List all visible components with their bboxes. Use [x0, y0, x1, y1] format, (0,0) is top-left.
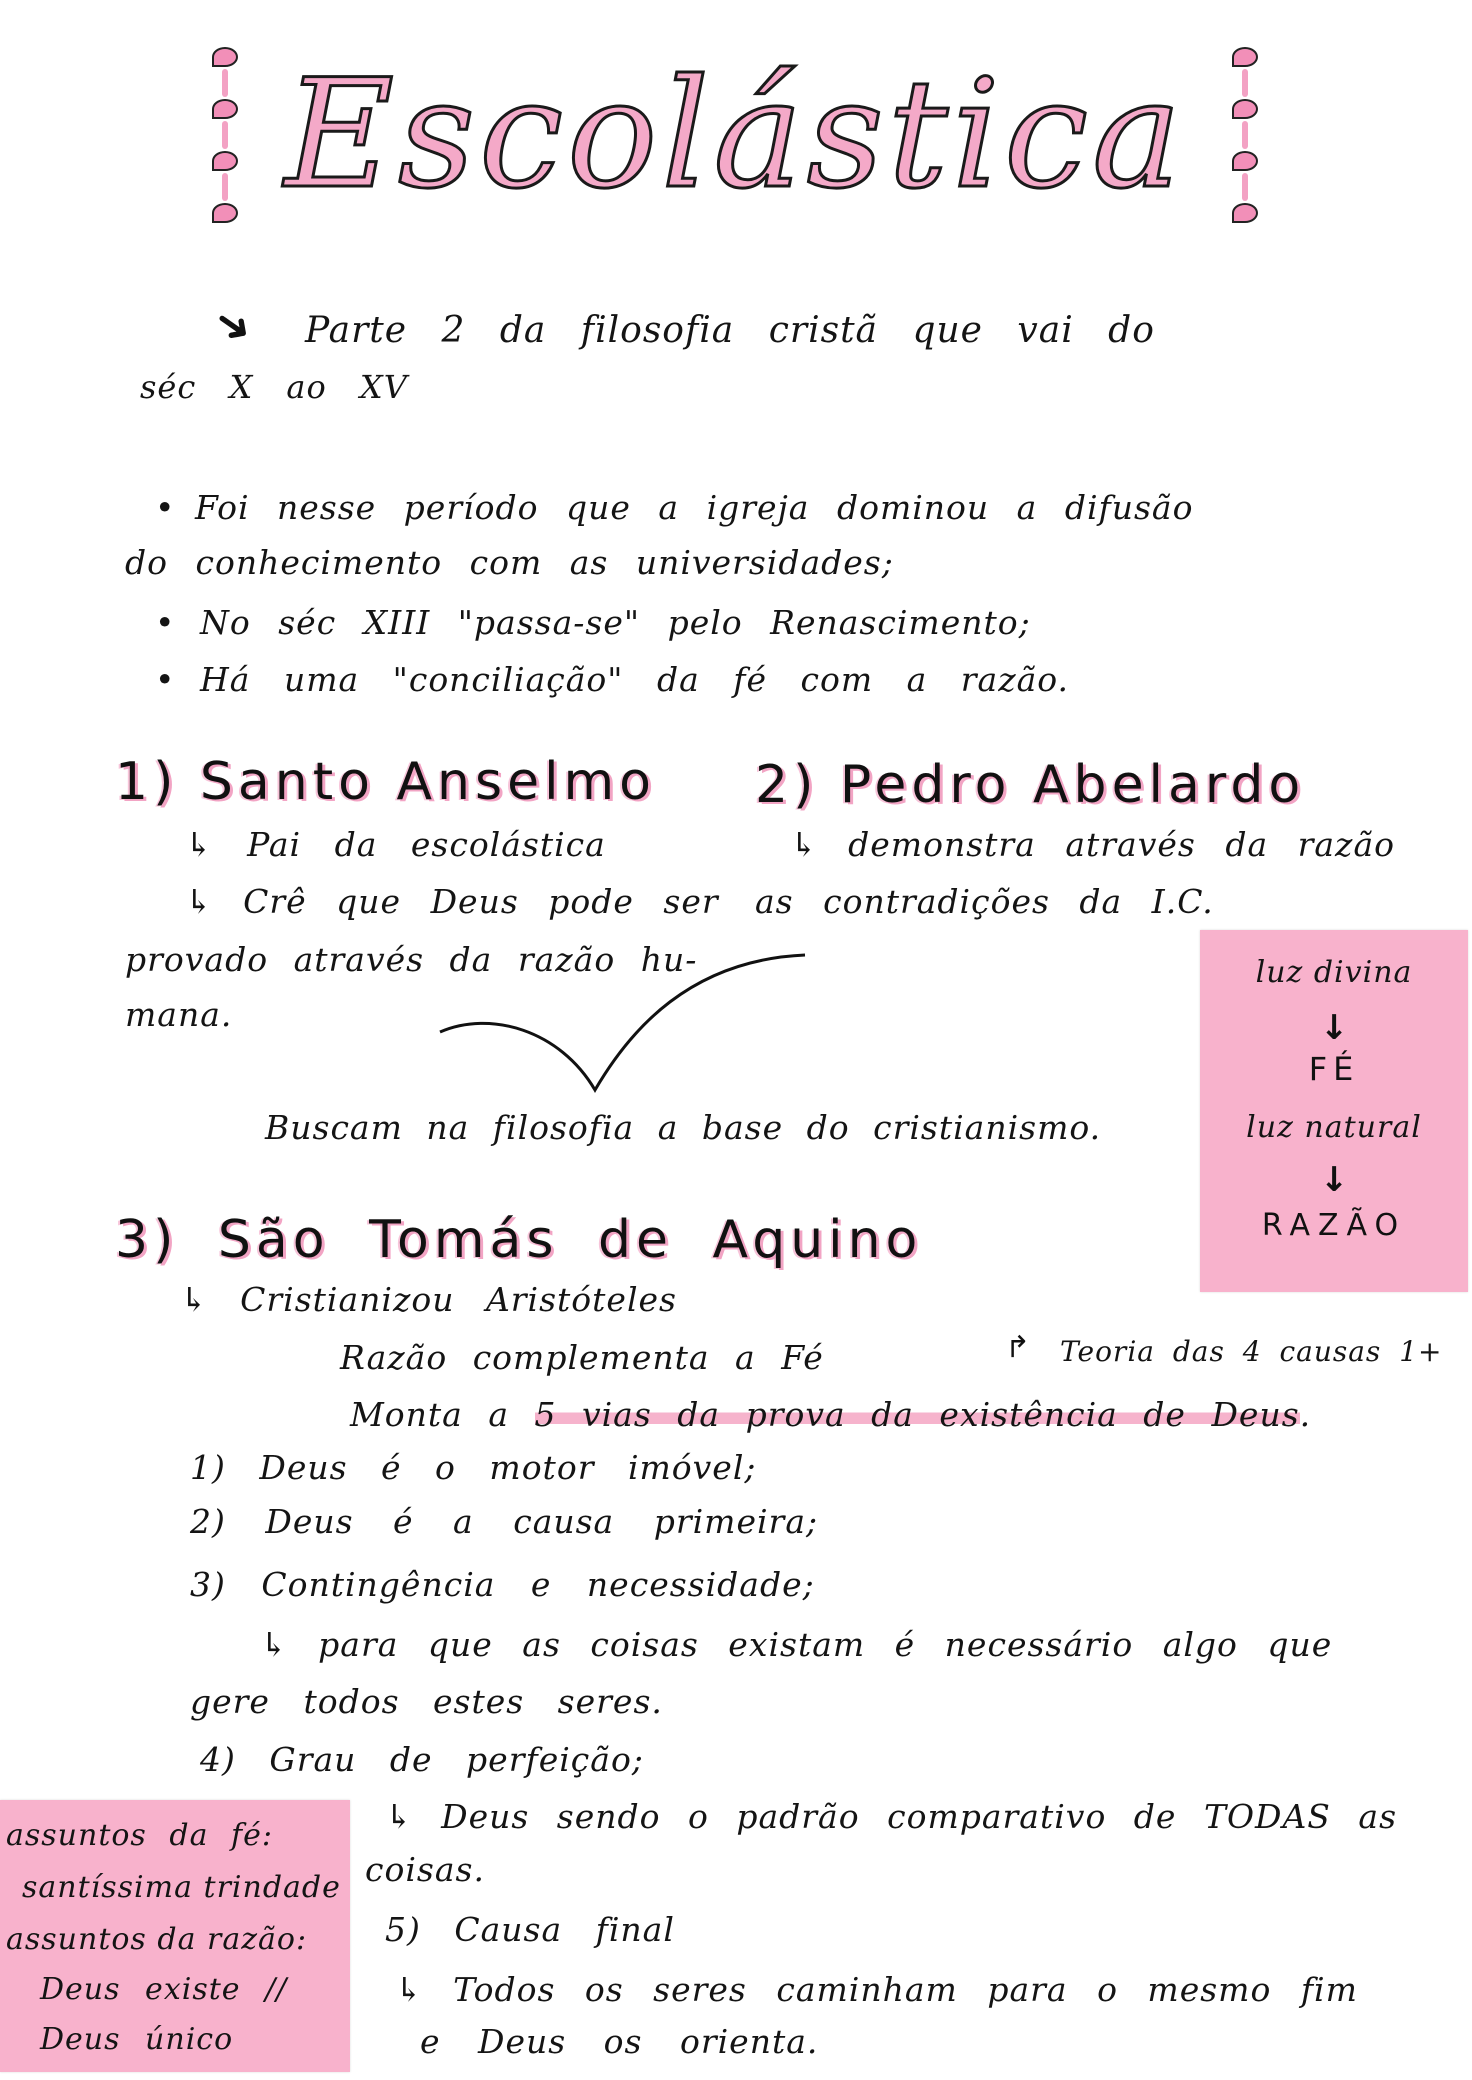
aquino-point-1: ↳ Cristianizou Aristóteles — [180, 1280, 677, 1319]
bullet-1-line-2: do conhecimento com as universidades; — [125, 543, 894, 582]
section-heading-santo-anselmo: 1) Santo Anselmo — [115, 752, 656, 812]
bullet-icon: • — [155, 603, 176, 642]
page-title: Escolástica — [284, 48, 1186, 222]
anselmo-continuation-2: mana. — [125, 995, 233, 1034]
aquino-sub-1-note: Teoria das 4 causas 1+ — [1060, 1335, 1443, 1368]
vine-decoration-right-icon — [1225, 45, 1265, 225]
via-2: 2) Deus é a causa primeira; — [190, 1502, 819, 1541]
via-3-detail-2: gere todos estes seres. — [190, 1682, 663, 1721]
via-4: 4) Grau de perfeição; — [200, 1740, 644, 1779]
bullet-1-line-1: Foi nesse período que a igreja dominou a difusão — [195, 488, 1194, 527]
intro-line-2: séc X ao XV — [140, 368, 408, 406]
aquino-sub-2-suffix: . — [1299, 1395, 1312, 1434]
via-5-detail-2: e Deus os orienta. — [420, 2022, 819, 2061]
via-5: 5) Causa final — [385, 1910, 675, 1949]
sticky-assuntos-razao: assuntos da razão: — [6, 1922, 308, 1957]
bullet-2-line-1: No séc XIII "passa-se" pelo Renascimento; — [200, 603, 1031, 642]
bullet-icon: • — [155, 488, 176, 527]
down-arrow-icon: ↓ — [1319, 1160, 1349, 1200]
via-4-detail-2: coisas. — [365, 1850, 485, 1889]
bullet-3-line-1: Há uma "conciliação" da fé com a razão. — [200, 660, 1070, 699]
bullet-icon: • — [155, 660, 176, 699]
sticky-note-fe-razao — [1200, 930, 1468, 1292]
via-3-detail-1: ↳ para que as coisas existam é necessário algo que — [260, 1625, 1333, 1664]
via-4-detail-1: ↳ Deus sendo o padrão comparativo de TODAS as — [385, 1797, 1398, 1836]
sticky-luz-divina: luz divina — [1255, 955, 1413, 990]
aquino-sub-2-highlight: 5 vias da prova da existência de Deus — [534, 1395, 1300, 1434]
abelardo-point-2: as contradições da I.C. — [755, 882, 1214, 921]
curved-arrow-icon: ↱ — [1005, 1330, 1031, 1365]
sticky-luz-natural: luz natural — [1246, 1110, 1422, 1145]
intro-line-1: Parte 2 da filosofia cristã que vai do — [305, 310, 1155, 351]
section-heading-pedro-abelardo: 2) Pedro Abelardo — [755, 755, 1306, 815]
via-5-detail-1: ↳ Todos os seres caminham para o mesmo fim — [395, 1970, 1358, 2009]
anselmo-point-2: ↳ Crê que Deus pode ser — [185, 882, 719, 921]
sticky-deus-unico: Deus único — [40, 2022, 234, 2057]
down-arrow-icon: ↓ — [1319, 1008, 1349, 1048]
via-1: 1) Deus é o motor imóvel; — [190, 1448, 757, 1487]
connector-text: Buscam na filosofia a base do cristianismo. — [265, 1108, 1102, 1147]
sticky-razao: RAZÃO — [1261, 1208, 1407, 1243]
anselmo-point-1: ↳ Pai da escolástica — [185, 825, 606, 864]
section-heading-sao-tomas-de-aquino: 3) São Tomás de Aquino — [115, 1210, 923, 1270]
intro-arrow-icon: ➜ — [203, 294, 264, 357]
aquino-sub-2 — [350, 1395, 1311, 1434]
connector-v-icon — [430, 950, 820, 1100]
aquino-sub-1: Razão complementa a Fé — [340, 1338, 824, 1377]
sticky-assuntos-fe: assuntos da fé: — [6, 1818, 273, 1853]
anselmo-continuation-1: provado através da razão hu- — [125, 940, 698, 979]
via-3: 3) Contingência e necessidade; — [190, 1565, 815, 1604]
vine-decoration-left-icon — [205, 45, 245, 225]
sticky-santissima-trindade: santíssima trindade — [22, 1870, 341, 1905]
sticky-deus-existe: Deus existe // — [40, 1972, 288, 2007]
sticky-note-assuntos — [0, 1800, 350, 2072]
page-title-block — [170, 20, 1300, 250]
sticky-fe: FÉ — [1308, 1050, 1360, 1088]
aquino-sub-2-prefix: Monta a — [350, 1395, 535, 1434]
abelardo-point-1: ↳ demonstra através da razão — [790, 825, 1395, 864]
